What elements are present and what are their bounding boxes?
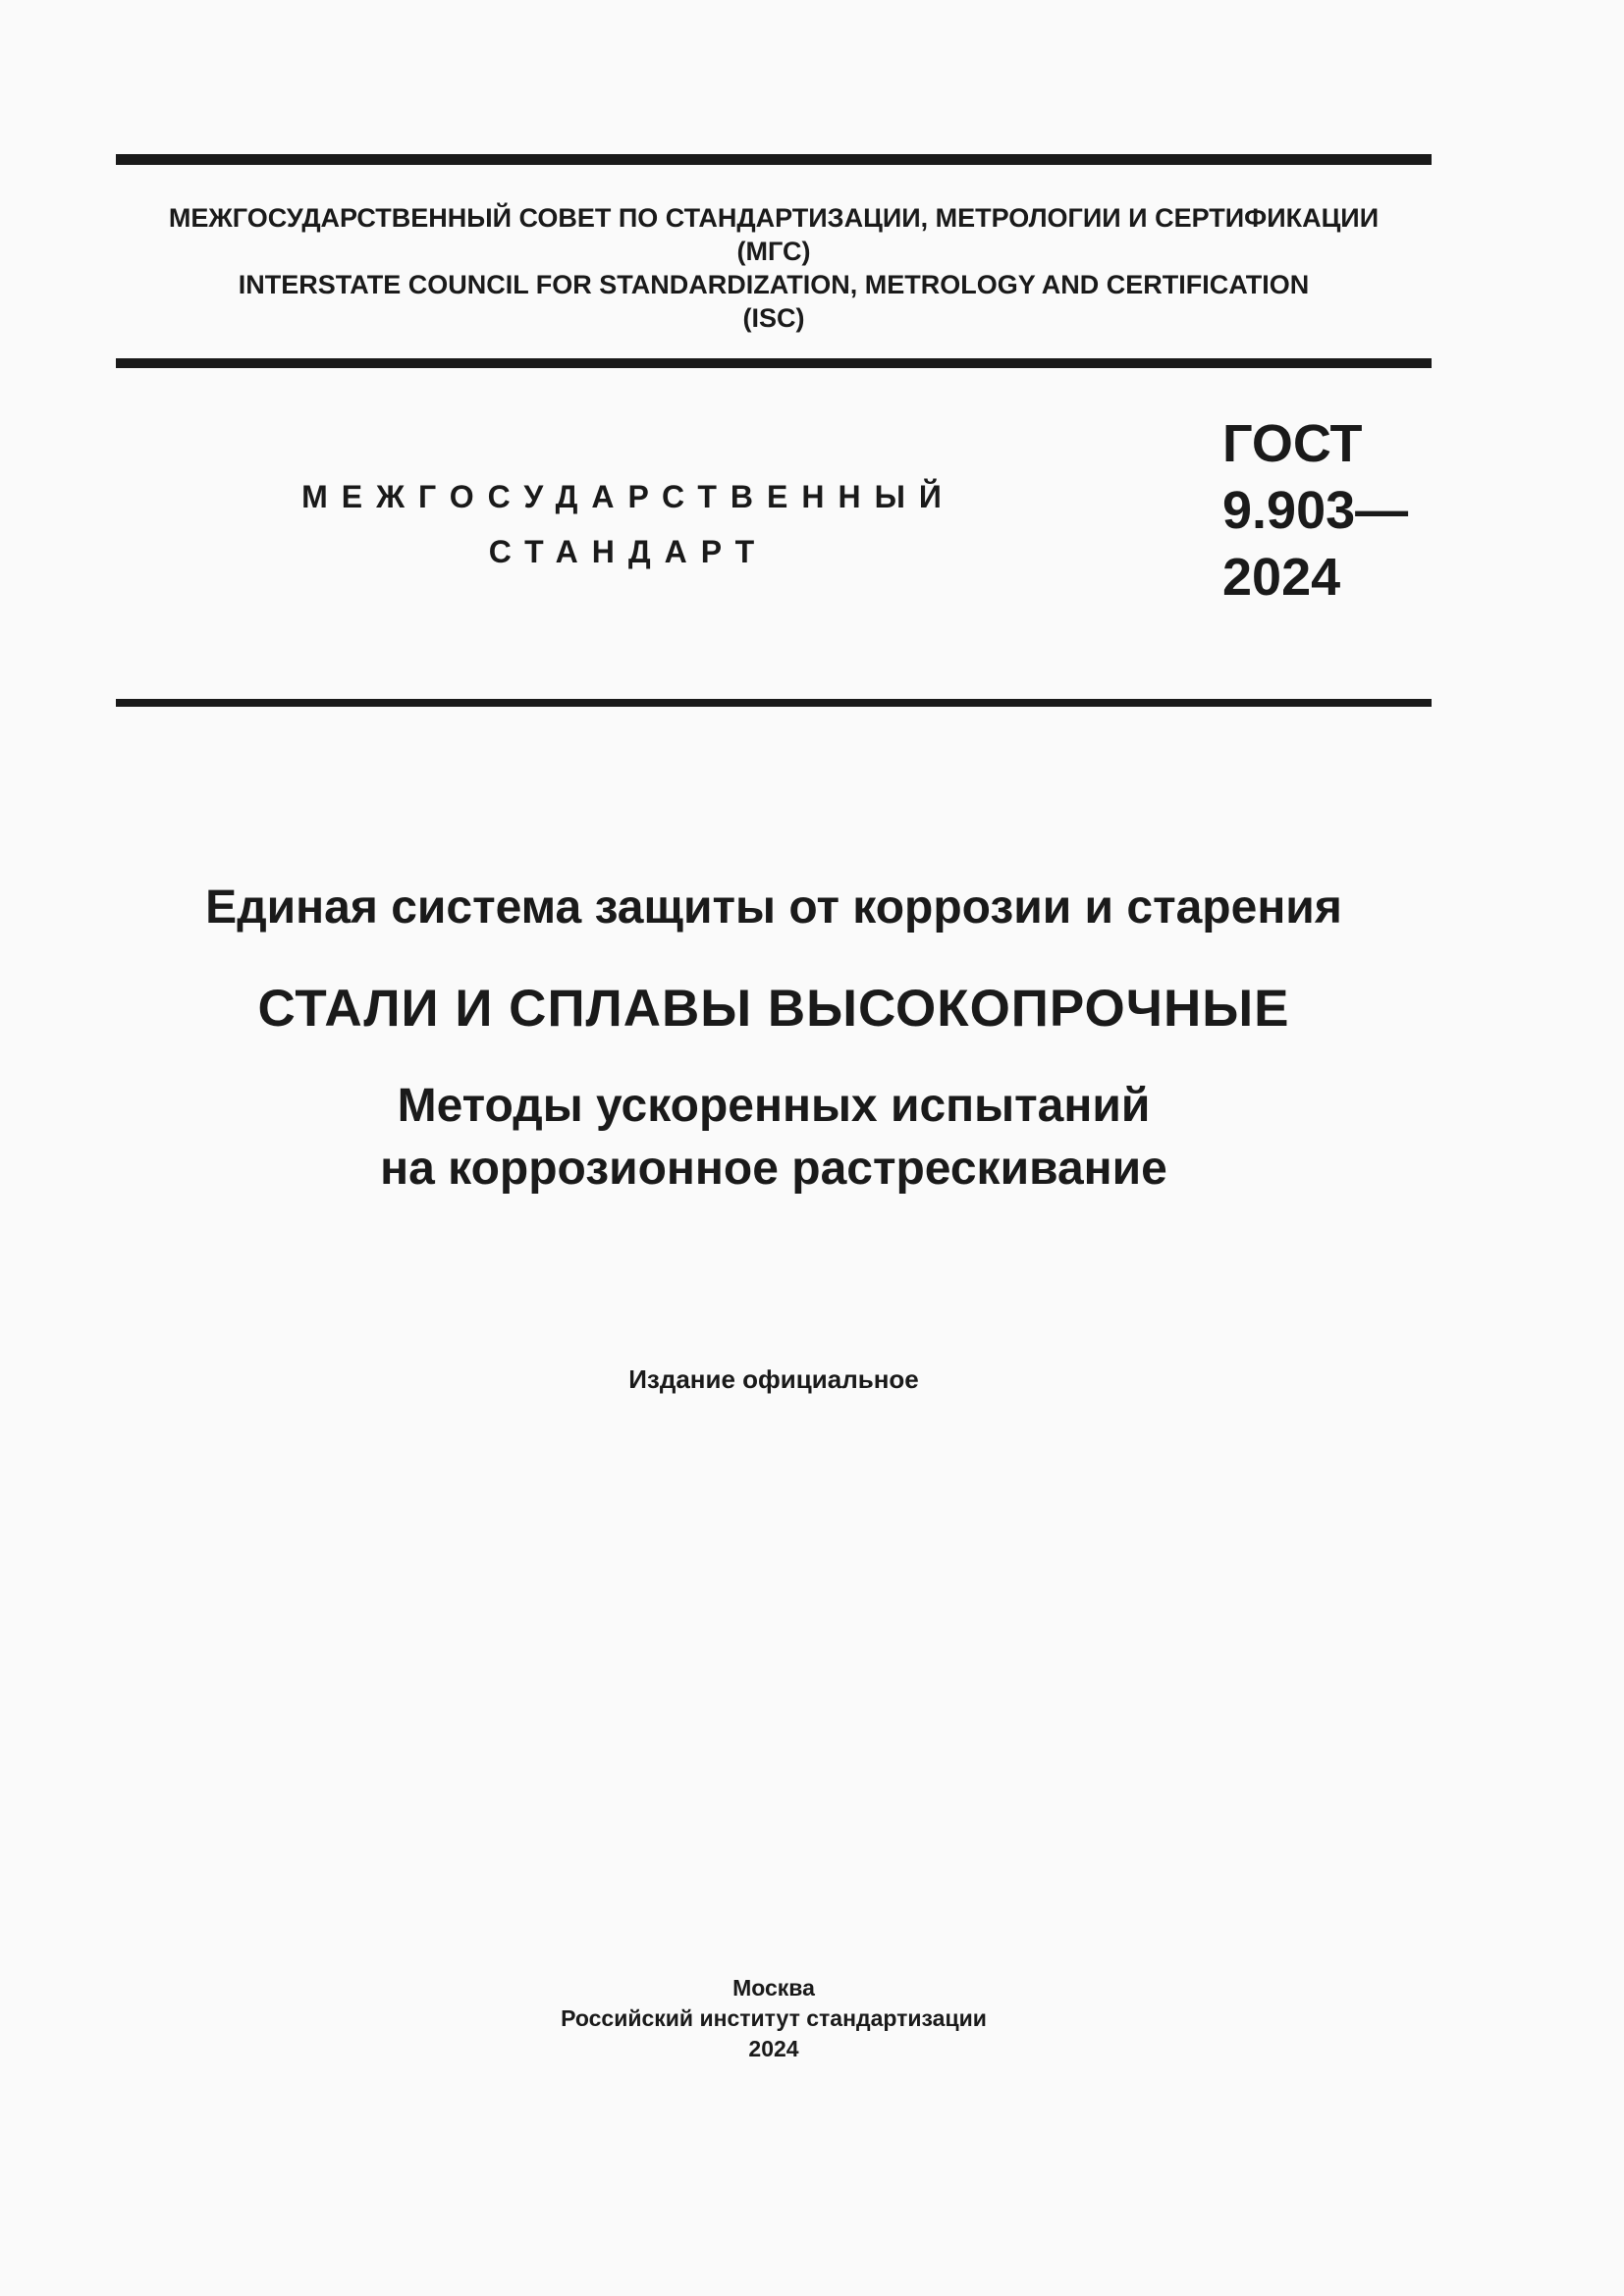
- main-title: СТАЛИ И СПЛАВЫ ВЫСОКОПРОЧНЫЕ: [257, 980, 1290, 1038]
- council-name-en: INTERSTATE COUNCIL FOR STANDARDIZATION, METROLOGY AND CERTIFICATION: [238, 270, 1310, 299]
- top-rule: [116, 154, 1432, 165]
- sub-title: [116, 1075, 1432, 1201]
- standard-type-line2: СТАНДАРТ: [488, 534, 769, 569]
- standard-type: [295, 469, 962, 579]
- imprint-block: [116, 1973, 1432, 2064]
- middle-rule: [116, 358, 1432, 368]
- council-abbr-en: (ISC): [742, 303, 805, 333]
- council-name-ru: МЕЖГОСУДАРСТВЕННЫЙ СОВЕТ ПО СТАНДАРТИЗАЦИИ, МЕТРОЛОГИИ И СЕРТИФИКАЦИИ: [168, 203, 1380, 233]
- imprint-city: Москва: [732, 1975, 815, 2001]
- bottom-rule: [116, 699, 1432, 707]
- standard-number: [1222, 410, 1408, 611]
- edition-label: Издание официальное: [628, 1364, 919, 1394]
- sub-title-line2: на коррозионное растрескивание: [380, 1143, 1167, 1195]
- standard-type-line1: МЕЖГОСУДАРСТВЕННЫЙ: [301, 479, 955, 514]
- imprint-publisher: Российский институт стандартизации: [561, 2005, 987, 2031]
- sub-title-line1: Методы ускоренных испытаний: [397, 1080, 1151, 1132]
- council-block: [116, 201, 1432, 335]
- standard-number-line2: 9.903—: [1222, 481, 1409, 540]
- council-abbr-ru: (МГС): [736, 237, 811, 266]
- system-title: Единая система защиты от коррозии и старения: [205, 881, 1342, 934]
- imprint-year: 2024: [748, 2036, 799, 2061]
- standard-number-line1: ГОСТ: [1222, 414, 1363, 473]
- standard-number-line3: 2024: [1222, 548, 1341, 607]
